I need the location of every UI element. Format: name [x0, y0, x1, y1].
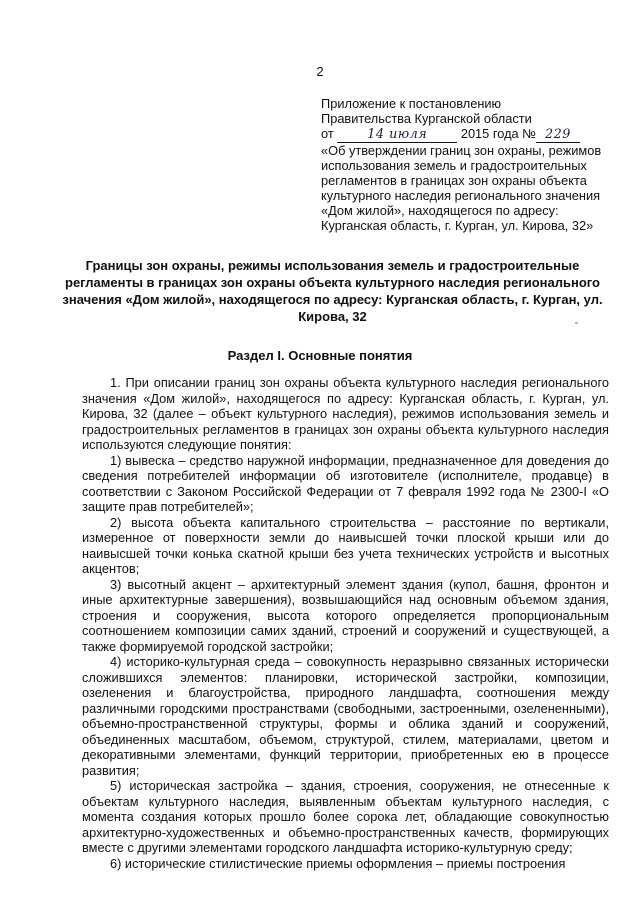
- paragraph: 6) исторические стилистические приемы оформления – приемы построения: [110, 855, 566, 871]
- appendix-line-2: Правительства Курганской области: [321, 111, 532, 126]
- appendix-ref-line: «Дом жилой», находящегося по адресу:: [321, 203, 559, 218]
- appendix-ref-line: культурного наследия регионального значения: [321, 188, 601, 203]
- appendix-date-line: [321, 126, 611, 143]
- handwritten-number: 229: [536, 127, 580, 143]
- document-title: Границы зон охраны, режимы использования земель и градостроительные регламенты в границах зон охраны объекта культурного наследия регионального значения «Дом жилой», находящегося по адресу: Курганская область, г. Курган, ул. Кирова, 32: [62, 258, 603, 324]
- paragraph: 2) высота объекта капитального строительства – расстояние по вертикали, измеренное от поверхности земли до наивысшей точки плоской крыши или до наивысшей точки конька скатной крыши без учета технических устройств и высотных акцентов;: [82, 514, 609, 576]
- scan-speck: [575, 322, 578, 324]
- year-label: 2015 года №: [460, 126, 536, 141]
- page-number: 2: [316, 64, 324, 79]
- section-heading: Раздел I. Основные понятия: [227, 348, 413, 363]
- paragraph: 4) историко-культурная среда – совокупность неразрывно связанных исторически сложившихся элементов: планировки, исторической застройки, композиции, озеленения и благоустройства, природного ландшафта, соотношения между различными городскими пространствами (свободными, застроенными, озелененными), объемно-пространственной структуры, формы и облика зданий и сооружений, объединенных масштабом, объемом, структурой, стилем, материалами, цветом и декоративными элементами, функций территории, приобретенных ею в процессе развития;: [82, 654, 609, 778]
- appendix-ref-line: Курганская область, г. Курган, ул. Кирова, 32»: [321, 218, 594, 233]
- appendix-line-1: Приложение к постановлению: [321, 96, 502, 111]
- appendix-ref-line: использования земель и градостроительных: [321, 158, 587, 173]
- paragraph: 5) историческая застройка – здания, строения, сооружения, не отнесенные к объектам культурного наследия, выявленным объектам культурного наследия, с момента создания которых прошло более сорока лет, обладающие совокупностью архитектурно-художественных и объемно-пространственных качеств, формирующих вместе с другими элементами городского ландшафта историко-культурную среду;: [82, 778, 609, 855]
- paragraph: 1) вывеска – средство наружной информации, предназначенное для доведения до сведения потребителей информации об изготовителе (исполнителе, продавце) в соответствии с Законом Российской Федерации от 7 февраля 1992 года № 2300-I «О защите прав потребителей»;: [82, 452, 609, 514]
- paragraph: 3) высотный акцент – архитектурный элемент здания (купол, башня, фронтон и иные архитектурные завершения), возвышающийся над основным объемом здания, строения и сооружения, высота которого определяется пропорциональным соотношением композиции самих зданий, строений и сооружений и существующей, а также формируемой городской застройки;: [82, 576, 609, 654]
- handwritten-date: 14 июля: [337, 127, 457, 143]
- appendix-ref-line: регламентов в границах зон охраны объекта: [321, 173, 587, 188]
- appendix-header: [321, 96, 611, 233]
- body-text: [82, 375, 609, 871]
- paragraph: 1. При описании границ зон охраны объекта культурного наследия регионального значения «Дом жилой», находящегося по адресу: Курганская область, г. Курган, ул. Кирова, 32 (далее – объект культурного наследия), режимов использования земель и градостроительных регламентов в границах зон охраны объекта культурного наследия используются следующие понятия:: [82, 375, 609, 452]
- ot-label: от: [321, 126, 334, 141]
- appendix-ref-line: «Об утверждении границ зон охраны, режимов: [321, 143, 602, 158]
